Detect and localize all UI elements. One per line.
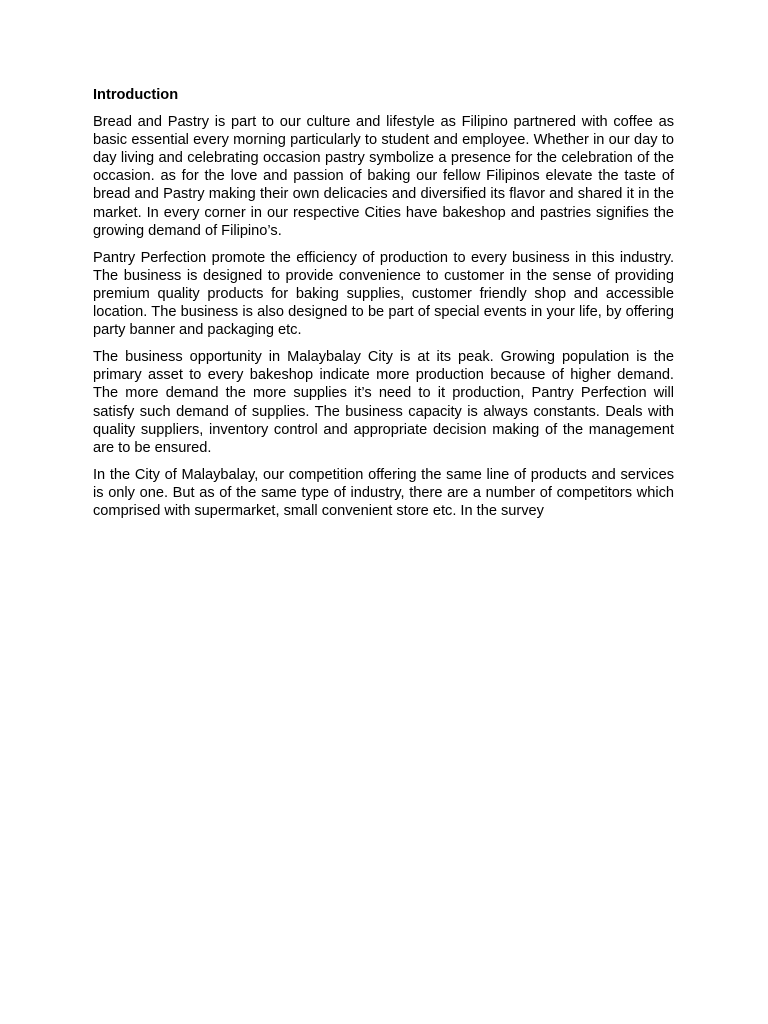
- paragraph-bread-and-pastry: Bread and Pastry is part to our culture and lifestyle as Filipino partnered with coffee as basic essential every morning particularly to student and employee. Whether in our day to day living and celebrating occasion pastry symbolize a presence for the celebration of the occasion. as for the love and passion of baking our fellow Filipinos elevate the taste of bread and Pastry making their own delicacies and diversified its flavor and shared it in the market. In every corner in our respective Cities have bakeshop and pastries signifies the growing demand of Filipino’s.: [93, 114, 674, 239]
- section-heading: Introduction: [93, 87, 179, 103]
- paragraph-competition: In the City of Malaybalay, our competition offering the same line of products and services is only one. But as of the same type of industry, there are a number of competitors which comprised with supermarket, small convenient store etc. In the survey: [93, 466, 674, 519]
- paragraph-pantry-perfection: Pantry Perfection promote the efficiency of production to every business in this industry. The business is designed to provide convenience to customer in the sense of providing premium quality products for baking supplies, customer friendly shop and accessible location. The business is also designed to be part of special events in your life, by offering party banner and packaging etc.: [93, 249, 674, 339]
- paragraph-business-opportunity: The business opportunity in Malaybalay City is at its peak. Growing population is the primary asset to every bakeshop indicate more production because of higher demand. The more demand the more supplies it’s need to it production, Pantry Perfection will satisfy such demand of supplies. The business capacity is always constants. Deals with quality suppliers, inventory control and appropriate decision making of the management are to be ensured.: [93, 349, 674, 456]
- document-body: [93, 86, 674, 529]
